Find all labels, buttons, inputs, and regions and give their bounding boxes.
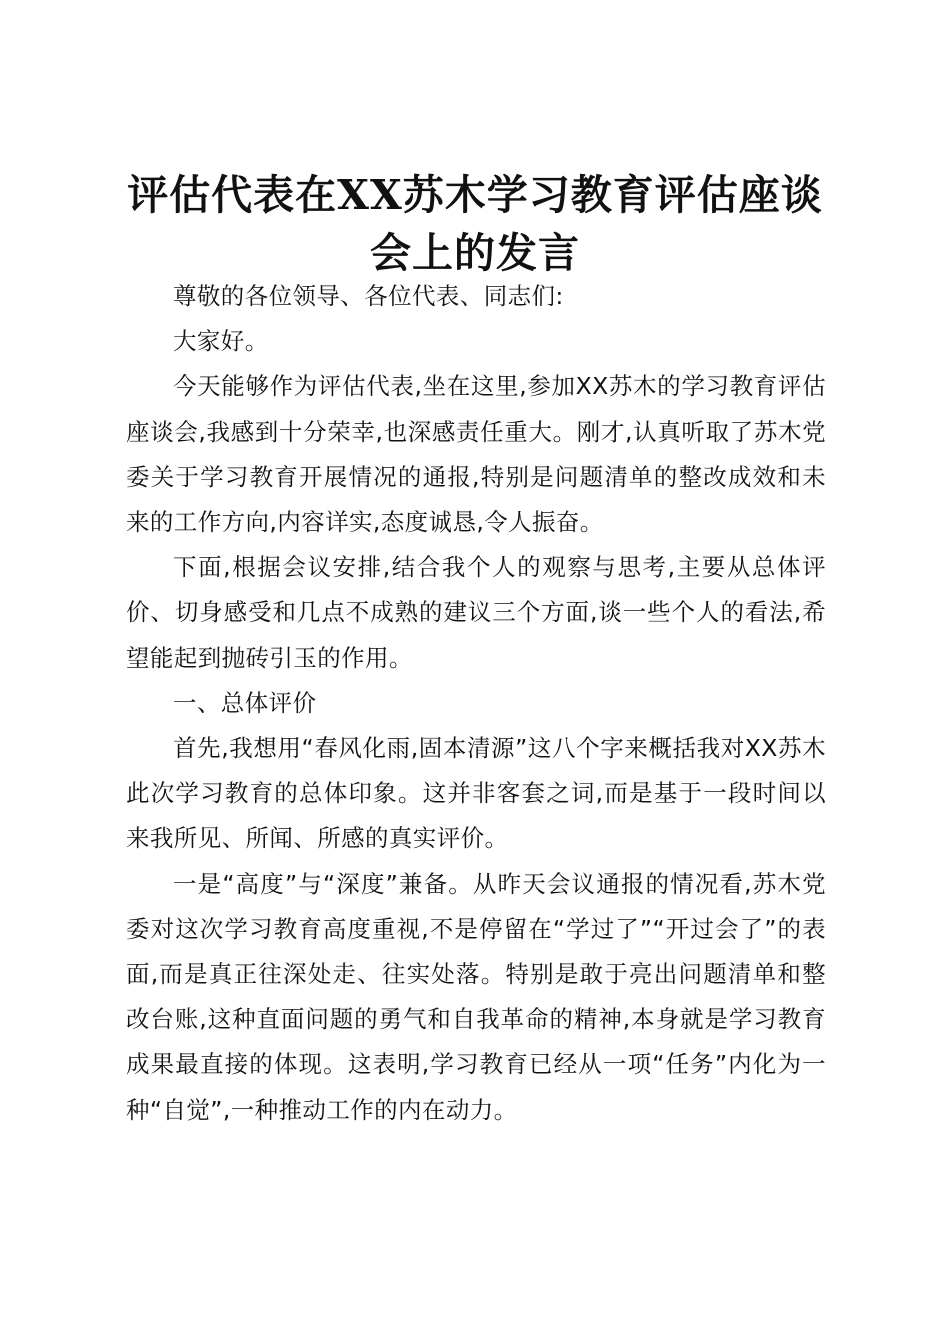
document-title: 评估代表在XX苏木学习教育评估座谈会上的发言: [127, 171, 823, 277]
body-paragraph: 首先,我想用“春风化雨,固本清源”这八个字来概括我对XX苏木此次学习教育的总体印象。这并非客套之词,而是基于一段时间以来我所见、所闻、所感的真实评价。: [126, 734, 826, 853]
section-heading: 一、总体评价: [173, 688, 317, 717]
body-paragraph: 一是“高度”与“深度”兼备。从昨天会议通报的情况看,苏木党委对这次学习教育高度重视,不是停留在“学过了”“开过会了”的表面,而是真正往深处走、往实处落。特别是敢于亮出问题清单和整改台账,这种直面问题的勇气和自我革命的精神,本身就是学习教育成果最直接的体现。这表明,学习教育已经从一项“任务”内化为一种“自觉”,一种推动工作的内在动力。: [126, 869, 826, 1124]
document-body: [126, 274, 826, 1133]
body-paragraph: 今天能够作为评估代表,坐在这里,参加XX苏木的学习教育评估座谈会,我感到十分荣幸,也深感责任重大。刚才,认真听取了苏木党委关于学习教育开展情况的通报,特别是问题清单的整改成效和未来的工作方向,内容详实,态度诚恳,令人振奋。: [126, 372, 826, 537]
greeting: 大家好。: [173, 327, 269, 356]
salutation: 尊敬的各位领导、各位代表、同志们:: [173, 282, 564, 310]
body-paragraph: 下面,根据会议安排,结合我个人的观察与思考,主要从总体评价、切身感受和几点不成熟的建议三个方面,谈一些个人的看法,希望能起到抛砖引玉的作用。: [126, 553, 826, 672]
